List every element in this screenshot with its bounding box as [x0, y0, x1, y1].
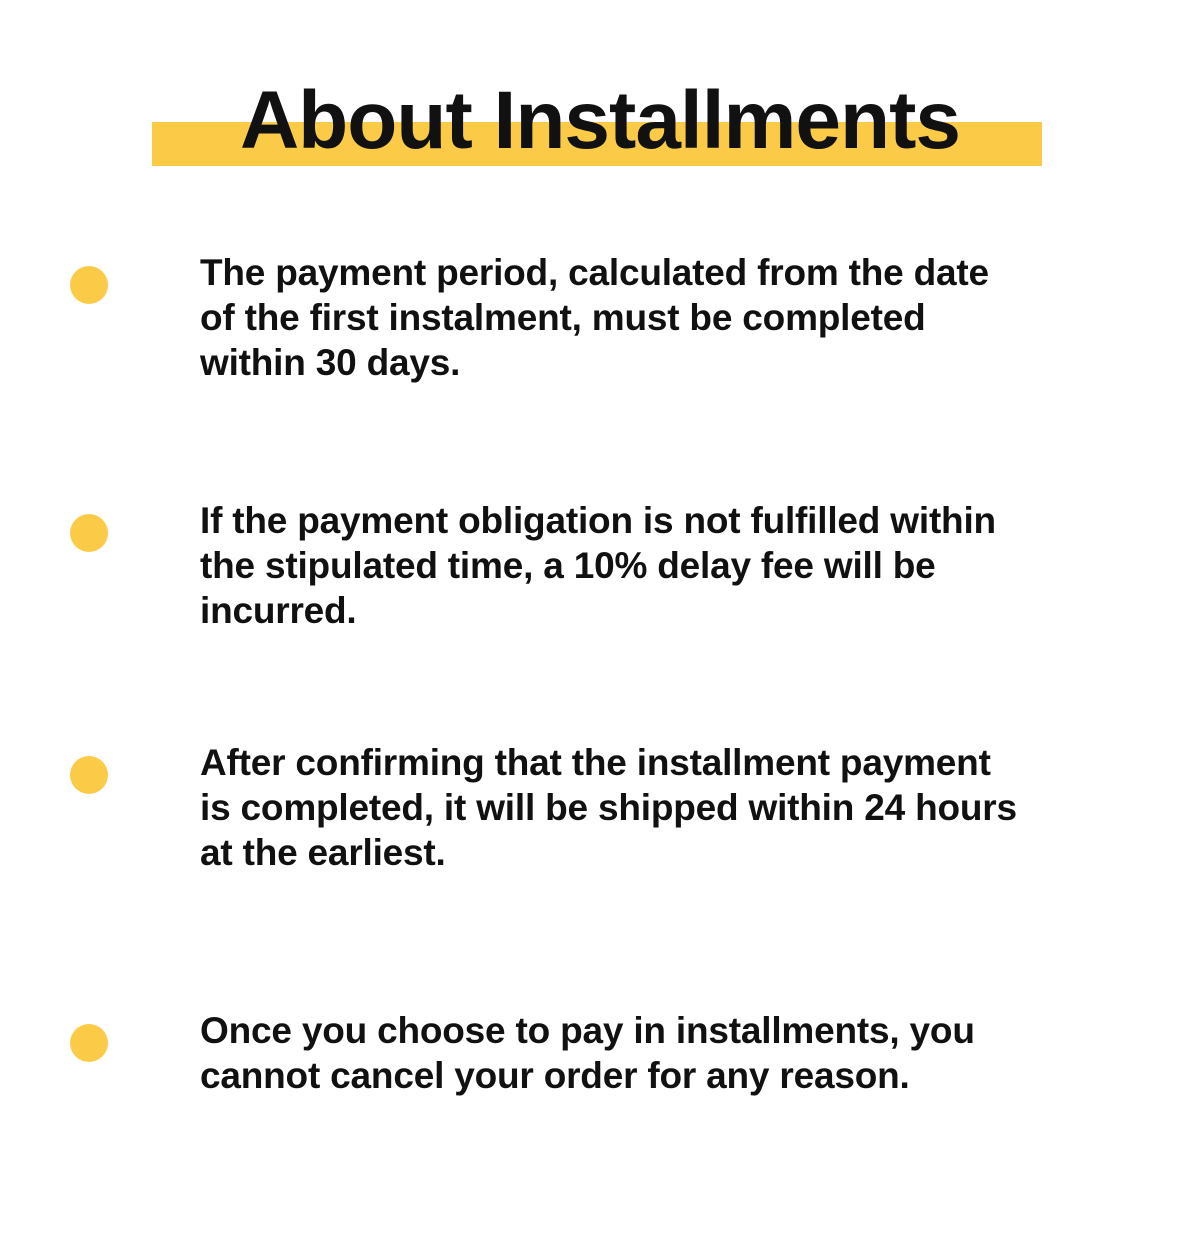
list-item — [0, 724, 1200, 994]
bullet-dot-icon — [70, 756, 108, 794]
page-title: About Installments — [239, 75, 961, 166]
list-item-label: Once you choose to pay in installments, you cannot cancel your order for any reason. — [200, 1010, 975, 1096]
list-item-label: After confirming that the installment payment is completed, it will be shipped within 24 hours at the earliest. — [200, 742, 1017, 873]
list-item-label: The payment period, calculated from the date of the first instalment, must be completed within 30 days. — [200, 252, 989, 383]
installments-info-card — [0, 44, 1200, 1244]
installment-terms-list — [0, 240, 1200, 1194]
bullet-dot-icon — [70, 266, 108, 304]
list-item — [0, 994, 1200, 1194]
list-item-label: If the payment obligation is not fulfilled within the stipulated time, a 10% delay fee will be incurred. — [200, 500, 996, 631]
page-title-block — [0, 44, 1200, 166]
list-item — [0, 480, 1200, 724]
bullet-dot-icon — [70, 514, 108, 552]
bullet-dot-icon — [70, 1024, 108, 1062]
list-item — [0, 240, 1200, 480]
